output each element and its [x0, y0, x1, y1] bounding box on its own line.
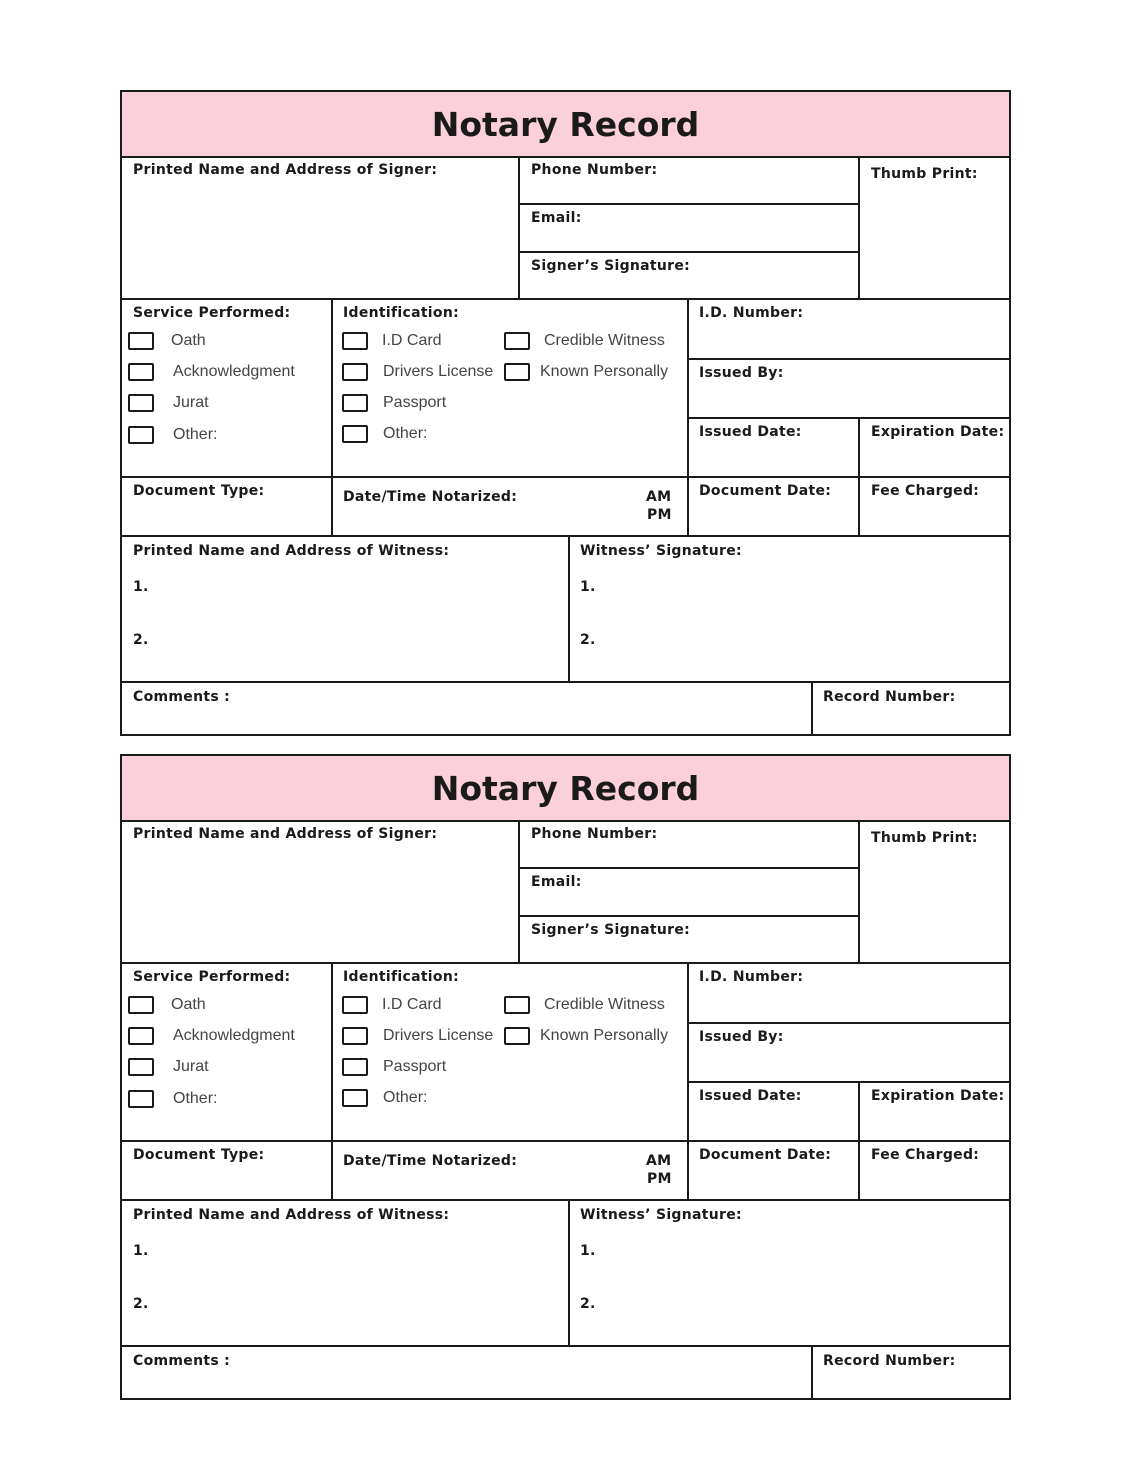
thumb-print-label: Thumb Print: [871, 830, 978, 846]
divider [687, 358, 1009, 360]
service-acknowledgment-option[interactable] [128, 1027, 295, 1045]
witness-1-number: 1. [133, 579, 149, 595]
option-label: I.D Card [382, 332, 442, 349]
identification-label: Identification: [343, 969, 459, 985]
pm-label: PM [647, 507, 672, 523]
checkbox[interactable] [342, 1058, 368, 1076]
passport-option[interactable] [342, 1058, 446, 1076]
option-label: Jurat [173, 1058, 209, 1075]
witness-2-number: 2. [133, 1296, 149, 1312]
id-number-label: I.D. Number: [699, 305, 804, 321]
witness-signature-2-number: 2. [580, 632, 596, 648]
document-type-label: Document Type: [133, 483, 265, 499]
option-label: Acknowledgment [173, 363, 295, 380]
divider [518, 158, 520, 300]
witness-signature-1-number: 1. [580, 1243, 596, 1259]
notary-record-2 [120, 754, 1011, 1400]
document-date-label: Document Date: [699, 483, 832, 499]
signer-signature-label: Signer’s Signature: [531, 258, 691, 274]
divider [687, 1081, 1009, 1083]
divider [122, 962, 1009, 964]
service-jurat-option[interactable] [128, 394, 209, 412]
divider [122, 476, 1009, 478]
option-label: Other: [173, 426, 218, 443]
expiration-date-label: Expiration Date: [871, 424, 1005, 440]
checkbox[interactable] [128, 996, 154, 1014]
issued-date-label: Issued Date: [699, 1088, 802, 1104]
checkbox[interactable] [128, 1090, 154, 1108]
checkbox[interactable] [342, 332, 368, 350]
service-jurat-option[interactable] [128, 1058, 209, 1076]
drivers-license-option[interactable] [342, 363, 493, 381]
divider [518, 915, 858, 917]
service-oath-option[interactable] [128, 996, 206, 1014]
signer-signature-label: Signer’s Signature: [531, 922, 691, 938]
checkbox[interactable] [342, 996, 368, 1014]
divider [811, 681, 813, 736]
expiration-date-label: Expiration Date: [871, 1088, 1005, 1104]
option-label: Other: [383, 1089, 428, 1106]
option-label: Acknowledgment [173, 1027, 295, 1044]
divider [518, 203, 858, 205]
witness-signature-1-number: 1. [580, 579, 596, 595]
phone-number-label: Phone Number: [531, 162, 658, 178]
witness-name-address-label: Printed Name and Address of Witness: [133, 543, 450, 559]
witness-2-number: 2. [133, 632, 149, 648]
id-card-option[interactable] [342, 332, 442, 350]
witness-signature-label: Witness’ Signature: [580, 1207, 742, 1223]
id-other-option[interactable] [342, 1089, 427, 1107]
divider [518, 251, 858, 253]
issued-by-label: Issued By: [699, 365, 784, 381]
id-other-option[interactable] [342, 425, 427, 443]
option-label: Credible Witness [544, 996, 665, 1013]
witness-1-number: 1. [133, 1243, 149, 1259]
fee-charged-label: Fee Charged: [871, 1147, 980, 1163]
checkbox[interactable] [342, 394, 368, 412]
passport-option[interactable] [342, 394, 446, 412]
option-label: Credible Witness [544, 332, 665, 349]
signer-name-address-label: Printed Name and Address of Signer: [133, 162, 438, 178]
service-other-option[interactable] [128, 1090, 217, 1108]
identification-label: Identification: [343, 305, 459, 321]
checkbox[interactable] [128, 394, 154, 412]
option-label: Passport [383, 1058, 447, 1075]
divider [687, 1022, 1009, 1024]
option-label: Other: [173, 1090, 218, 1107]
thumb-print-label: Thumb Print: [871, 166, 978, 182]
issued-date-label: Issued Date: [699, 424, 802, 440]
divider [122, 1140, 1009, 1142]
known-personally-option[interactable] [504, 363, 668, 381]
checkbox[interactable] [128, 1058, 154, 1076]
date-time-notarized-label: Date/Time Notarized: [343, 1153, 518, 1169]
checkbox[interactable] [128, 1027, 154, 1045]
divider [568, 1199, 570, 1345]
witness-signature-label: Witness’ Signature: [580, 543, 742, 559]
phone-number-label: Phone Number: [531, 826, 658, 842]
am-label: AM [646, 1153, 672, 1169]
record-title: Notary Record [122, 92, 1009, 158]
option-label: Drivers License [383, 363, 494, 380]
date-time-notarized-label: Date/Time Notarized: [343, 489, 518, 505]
divider [858, 822, 860, 964]
comments-label: Comments : [133, 1353, 231, 1369]
fee-charged-label: Fee Charged: [871, 483, 980, 499]
checkbox[interactable] [504, 996, 530, 1014]
checkbox[interactable] [504, 363, 530, 381]
id-number-label: I.D. Number: [699, 969, 804, 985]
option-label: Jurat [173, 394, 209, 411]
email-label: Email: [531, 874, 582, 890]
service-performed-label: Service Performed: [133, 305, 291, 321]
credible-witness-option[interactable] [504, 332, 665, 350]
email-label: Email: [531, 210, 582, 226]
divider [122, 1345, 1009, 1347]
divider [568, 535, 570, 681]
comments-label: Comments : [133, 689, 231, 705]
service-oath-option[interactable] [128, 332, 206, 350]
service-acknowledgment-option[interactable] [128, 363, 295, 381]
checkbox[interactable] [342, 363, 368, 381]
id-card-option[interactable] [342, 996, 442, 1014]
divider [331, 962, 333, 1201]
divider [122, 298, 1009, 300]
issued-by-label: Issued By: [699, 1029, 784, 1045]
credible-witness-option[interactable] [504, 996, 665, 1014]
signer-name-address-label: Printed Name and Address of Signer: [133, 826, 438, 842]
checkbox[interactable] [342, 1027, 368, 1045]
divider [122, 535, 1009, 537]
witness-signature-2-number: 2. [580, 1296, 596, 1312]
record-title: Notary Record [122, 756, 1009, 822]
checkbox[interactable] [342, 1089, 368, 1107]
record-number-label: Record Number: [823, 1353, 956, 1369]
option-label: Known Personally [540, 1027, 669, 1044]
witness-name-address-label: Printed Name and Address of Witness: [133, 1207, 450, 1223]
known-personally-option[interactable] [504, 1027, 668, 1045]
checkbox[interactable] [128, 332, 154, 350]
option-label: Other: [383, 425, 428, 442]
option-label: Passport [383, 394, 447, 411]
document-date-label: Document Date: [699, 1147, 832, 1163]
option-label: Known Personally [540, 363, 669, 380]
checkbox[interactable] [128, 363, 154, 381]
notary-record-1 [120, 90, 1011, 736]
option-label: Oath [171, 996, 206, 1013]
pm-label: PM [647, 1171, 672, 1187]
checkbox[interactable] [128, 426, 154, 444]
divider [858, 158, 860, 300]
divider [687, 417, 1009, 419]
record-number-label: Record Number: [823, 689, 956, 705]
service-performed-label: Service Performed: [133, 969, 291, 985]
service-other-option[interactable] [128, 426, 217, 444]
drivers-license-option[interactable] [342, 1027, 493, 1045]
divider [331, 298, 333, 537]
divider [811, 1345, 813, 1400]
divider [122, 1199, 1009, 1201]
am-label: AM [646, 489, 672, 505]
document-type-label: Document Type: [133, 1147, 265, 1163]
checkbox[interactable] [504, 332, 530, 350]
divider [518, 867, 858, 869]
divider [518, 822, 520, 964]
checkbox[interactable] [342, 425, 368, 443]
option-label: Oath [171, 332, 206, 349]
checkbox[interactable] [504, 1027, 530, 1045]
divider [122, 681, 1009, 683]
option-label: I.D Card [382, 996, 442, 1013]
option-label: Drivers License [383, 1027, 494, 1044]
